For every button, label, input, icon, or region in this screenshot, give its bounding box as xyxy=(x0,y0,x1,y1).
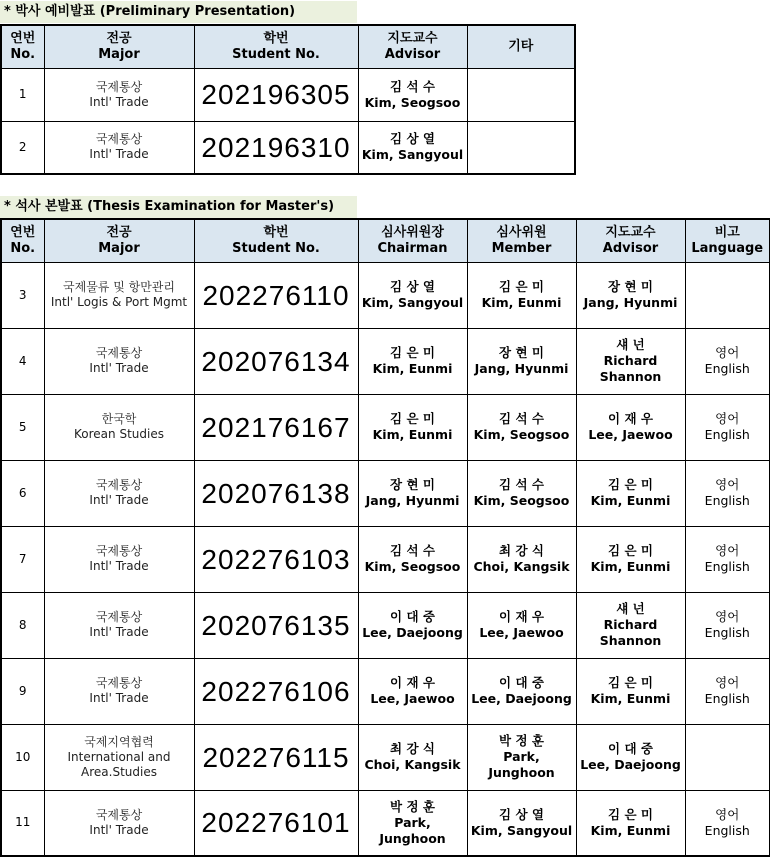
row-etc xyxy=(467,121,575,174)
row-advisor: 섀 넌 Richard Shannon xyxy=(576,328,685,394)
row-chairman: 최 강 식 Choi, Kangsik xyxy=(358,724,467,790)
row-chairman: 김 은 미 Kim, Eunmi xyxy=(358,328,467,394)
thesis-header-row xyxy=(1,219,770,262)
row-major: 국제물류 및 항만관리 Intl' Logis & Port Mgmt xyxy=(44,262,194,328)
table-row xyxy=(1,526,770,592)
row-student-no: 202076138 xyxy=(194,460,358,526)
row-student-no: 202196305 xyxy=(194,68,358,121)
prelim-table xyxy=(0,24,576,175)
table-row xyxy=(1,724,770,790)
row-advisor: 김 은 미 Kim, Eunmi xyxy=(576,790,685,856)
table-row xyxy=(1,658,770,724)
row-no: 2 xyxy=(1,121,44,174)
row-advisor: 장 현 미 Jang, Hyunmi xyxy=(576,262,685,328)
row-member: 김 상 열 Kim, Sangyoul xyxy=(467,790,576,856)
row-no: 1 xyxy=(1,68,44,121)
row-student-no: 202076135 xyxy=(194,592,358,658)
row-advisor: 김 석 수 Kim, Seogsoo xyxy=(358,68,467,121)
header-student-no: 학번 Student No. xyxy=(194,25,358,68)
row-major: 국제지역협력 International and Area.Studies xyxy=(44,724,194,790)
row-advisor: 김 은 미 Kim, Eunmi xyxy=(576,460,685,526)
header-advisor: 지도교수 Advisor xyxy=(358,25,467,68)
row-chairman: 김 상 열 Kim, Sangyoul xyxy=(358,262,467,328)
row-language: 영어 English xyxy=(685,658,770,724)
header-language: 비고 Language xyxy=(685,219,770,262)
row-advisor: 김 은 미 Kim, Eunmi xyxy=(576,526,685,592)
row-member: 이 대 중 Lee, Daejoong xyxy=(467,658,576,724)
row-student-no: 202276110 xyxy=(194,262,358,328)
header-no: 연번 No. xyxy=(1,25,44,68)
header-chairman: 심사위원장 Chairman xyxy=(358,219,467,262)
row-member: 김 석 수 Kim, Seogsoo xyxy=(467,394,576,460)
row-language: 영어 English xyxy=(685,328,770,394)
table-row xyxy=(1,394,770,460)
thesis-table-body xyxy=(1,262,770,856)
row-no: 3 xyxy=(1,262,44,328)
row-member: 최 강 식 Choi, Kangsik xyxy=(467,526,576,592)
header-major: 전공 Major xyxy=(44,25,194,68)
prelim-header-row xyxy=(1,25,575,68)
row-no: 6 xyxy=(1,460,44,526)
row-student-no: 202196310 xyxy=(194,121,358,174)
row-no: 5 xyxy=(1,394,44,460)
row-chairman: 김 은 미 Kim, Eunmi xyxy=(358,394,467,460)
row-no: 7 xyxy=(1,526,44,592)
row-student-no: 202276115 xyxy=(194,724,358,790)
row-language: 영어 English xyxy=(685,394,770,460)
row-language xyxy=(685,262,770,328)
row-language: 영어 English xyxy=(685,592,770,658)
row-member: 이 재 우 Lee, Jaewoo xyxy=(467,592,576,658)
row-chairman: 김 석 수 Kim, Seogsoo xyxy=(358,526,467,592)
row-student-no: 202276103 xyxy=(194,526,358,592)
row-advisor: 이 재 우 Lee, Jaewoo xyxy=(576,394,685,460)
row-student-no: 202276106 xyxy=(194,658,358,724)
row-no: 11 xyxy=(1,790,44,856)
table-row xyxy=(1,460,770,526)
row-major: 국제통상 Intl' Trade xyxy=(44,790,194,856)
row-chairman: 박 정 훈 Park, Junghoon xyxy=(358,790,467,856)
row-member: 김 석 수 Kim, Seogsoo xyxy=(467,460,576,526)
row-major: 국제통상 Intl' Trade xyxy=(44,460,194,526)
row-no: 8 xyxy=(1,592,44,658)
row-chairman: 이 재 우 Lee, Jaewoo xyxy=(358,658,467,724)
header-advisor: 지도교수 Advisor xyxy=(576,219,685,262)
table-row xyxy=(1,328,770,394)
row-student-no: 202176167 xyxy=(194,394,358,460)
thesis-section-title: * 석사 본발표 (Thesis Examination for Master's) xyxy=(0,196,357,218)
row-major: 국제통상 Intl' Trade xyxy=(44,68,194,121)
row-language: 영어 English xyxy=(685,460,770,526)
row-major: 국제통상 Intl' Trade xyxy=(44,121,194,174)
prelim-section-title: * 박사 예비발표 (Preliminary Presentation) xyxy=(0,1,357,23)
row-no: 9 xyxy=(1,658,44,724)
header-etc: 기타 xyxy=(467,25,575,68)
row-member: 김 은 미 Kim, Eunmi xyxy=(467,262,576,328)
table-row xyxy=(1,68,575,121)
row-advisor: 김 상 열 Kim, Sangyoul xyxy=(358,121,467,174)
row-major: 국제통상 Intl' Trade xyxy=(44,658,194,724)
row-chairman: 장 현 미 Jang, Hyunmi xyxy=(358,460,467,526)
thesis-table xyxy=(0,218,770,857)
row-major: 국제통상 Intl' Trade xyxy=(44,592,194,658)
table-row xyxy=(1,121,575,174)
row-student-no: 202076134 xyxy=(194,328,358,394)
row-major: 국제통상 Intl' Trade xyxy=(44,526,194,592)
header-member: 심사위원 Member xyxy=(467,219,576,262)
row-chairman: 이 대 중 Lee, Daejoong xyxy=(358,592,467,658)
table-row xyxy=(1,262,770,328)
row-language xyxy=(685,724,770,790)
row-advisor: 김 은 미 Kim, Eunmi xyxy=(576,658,685,724)
header-major: 전공 Major xyxy=(44,219,194,262)
table-row xyxy=(1,790,770,856)
row-member: 장 현 미 Jang, Hyunmi xyxy=(467,328,576,394)
row-advisor: 이 대 중 Lee, Daejoong xyxy=(576,724,685,790)
table-row xyxy=(1,592,770,658)
row-no: 10 xyxy=(1,724,44,790)
header-student-no: 학번 Student No. xyxy=(194,219,358,262)
row-student-no: 202276101 xyxy=(194,790,358,856)
row-member: 박 정 훈 Park, Junghoon xyxy=(467,724,576,790)
row-advisor: 섀 넌 Richard Shannon xyxy=(576,592,685,658)
header-no: 연번 No. xyxy=(1,219,44,262)
row-no: 4 xyxy=(1,328,44,394)
row-language: 영어 English xyxy=(685,790,770,856)
row-etc xyxy=(467,68,575,121)
row-major: 국제통상 Intl' Trade xyxy=(44,328,194,394)
row-major: 한국학 Korean Studies xyxy=(44,394,194,460)
row-language: 영어 English xyxy=(685,526,770,592)
